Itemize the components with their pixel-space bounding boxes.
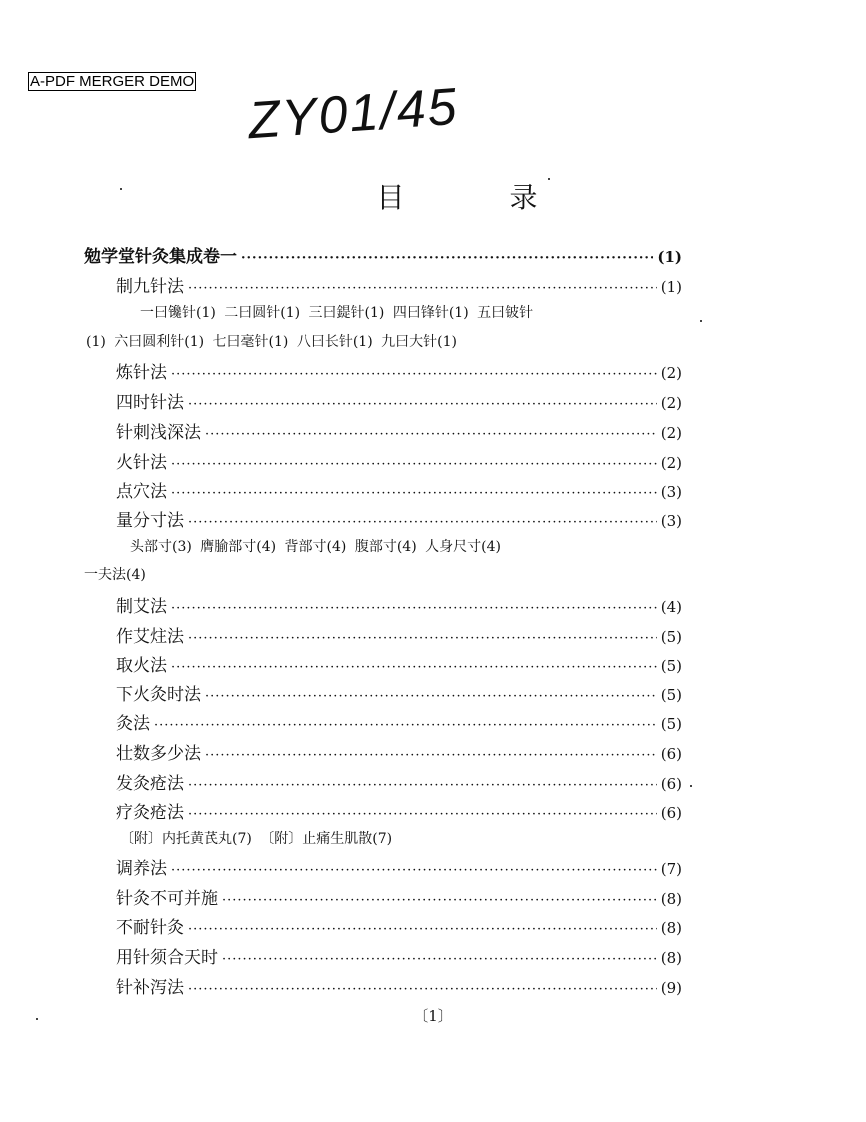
toc-entry-title: 调养法 (116, 859, 167, 879)
toc-entry-title: 取火法 (116, 656, 167, 676)
toc-entry-title: 壮数多少法 (116, 744, 201, 764)
toc-entry-page: (7) (660, 860, 682, 878)
toc-entry-title: 点穴法 (116, 482, 167, 502)
toc-entry-page: (6) (660, 775, 682, 793)
toc-entry-title: 用针须合天时 (116, 948, 218, 968)
toc-entry (116, 448, 682, 472)
toc-entry-title: 下火灸时法 (116, 685, 201, 705)
dot-leader (205, 689, 657, 704)
toc-entry-title: 制艾法 (116, 597, 167, 617)
toc-entry (116, 680, 682, 704)
dot-leader (188, 807, 657, 822)
toc-entry-title: 制九针法 (116, 277, 184, 297)
toc-entry-page: (4) (660, 598, 682, 616)
toc-entry-title: 发灸疮法 (116, 774, 184, 794)
subentry-line: 头部寸(3) 膺腧部寸(4) 背部寸(4) 腹部寸(4) 人身尺寸(4) (130, 539, 501, 555)
toc-entry-page: (2) (660, 394, 682, 412)
toc-entry-title: 针灸不可并施 (116, 889, 218, 909)
dot-leader (154, 718, 657, 733)
toc-entry (116, 854, 682, 878)
subentry-line: 〔附〕内托黄芪丸(7) 〔附〕止痛生肌散(7) (120, 831, 393, 847)
toc-entry (84, 242, 682, 266)
toc-entry (116, 913, 682, 937)
toc-entry-title: 不耐针灸 (116, 918, 184, 938)
dot-leader (222, 893, 657, 908)
toc-entry (116, 506, 682, 530)
dot-leader (222, 952, 657, 967)
toc-entry (116, 477, 682, 501)
toc-entry-title: 针补泻法 (116, 978, 184, 998)
toc-entry (116, 388, 682, 412)
dot-leader (171, 660, 657, 675)
watermark-label: A-PDF MERGER DEMO (30, 73, 195, 90)
toc-entry-title: 灸法 (116, 714, 150, 734)
toc-entry (116, 592, 682, 616)
dot-leader (188, 397, 657, 412)
toc-entry-title: 作艾炷法 (116, 627, 184, 647)
handwritten-code: ZY01/45 (246, 77, 461, 151)
toc-entry-title: 勉学堂针灸集成卷一 (84, 247, 237, 267)
toc-entry-page: (2) (660, 424, 682, 442)
subentry-line: (1) 六曰圆利针(1) 七曰毫针(1) 八曰长针(1) 九曰大针(1) (86, 334, 457, 350)
toc-entry-page: (8) (660, 949, 682, 967)
subentry-line: 一曰镵针(1) 二曰圆针(1) 三曰鍉针(1) 四曰锋针(1) 五曰铍针 (140, 305, 534, 321)
toc-entry-page: (9) (660, 979, 682, 997)
toc-entry (116, 943, 682, 967)
page-title: 目 录 (376, 181, 586, 214)
dot-leader (171, 601, 657, 616)
toc-entry-title: 炼针法 (116, 363, 167, 383)
toc-entry (116, 622, 682, 646)
dot-leader (188, 778, 657, 793)
toc-entry-title: 量分寸法 (116, 511, 184, 531)
dot-leader (171, 367, 657, 382)
dot-leader (188, 631, 657, 646)
toc-entry-page: (3) (660, 512, 682, 530)
toc-entry-title: 四时针法 (116, 393, 184, 413)
toc-entry-page: (5) (660, 657, 682, 675)
subentry-line: 一夫法(4) (84, 567, 146, 583)
toc-entry-title: 疗灸疮法 (116, 803, 184, 823)
page-number: 〔1〕 (413, 1007, 453, 1025)
toc-entry-page: (6) (660, 804, 682, 822)
dot-leader (205, 427, 657, 442)
toc-entry-page: (5) (660, 715, 682, 733)
dot-leader (188, 922, 657, 937)
dot-leader (171, 486, 657, 501)
dot-leader (241, 251, 653, 266)
dot-leader (205, 748, 657, 763)
toc-entry (116, 358, 682, 382)
toc-entry-page: (1) (657, 248, 682, 266)
toc-entry-title: 火针法 (116, 453, 167, 473)
toc-entry (116, 272, 682, 296)
toc-entry-page: (5) (660, 686, 682, 704)
dot-leader (171, 863, 657, 878)
toc-entry (116, 651, 682, 675)
toc-entry (116, 418, 682, 442)
dot-leader (171, 457, 657, 472)
toc-entry-page: (8) (660, 890, 682, 908)
toc-entry-title: 针刺浅深法 (116, 423, 201, 443)
toc-entry-page: (6) (660, 745, 682, 763)
toc-entry (116, 973, 682, 997)
toc-entry-page: (2) (660, 454, 682, 472)
toc-entry-page: (2) (660, 364, 682, 382)
toc-entry-page: (1) (660, 278, 682, 296)
dot-leader (188, 982, 657, 997)
toc-entry (116, 769, 682, 793)
toc-entry (116, 709, 682, 733)
toc-entry (116, 798, 682, 822)
dot-leader (188, 281, 657, 296)
toc-entry-page: (5) (660, 628, 682, 646)
toc-entry-page: (3) (660, 483, 682, 501)
toc-entry (116, 884, 682, 908)
toc-entry-page: (8) (660, 919, 682, 937)
toc-entry (116, 739, 682, 763)
dot-leader (188, 515, 657, 530)
